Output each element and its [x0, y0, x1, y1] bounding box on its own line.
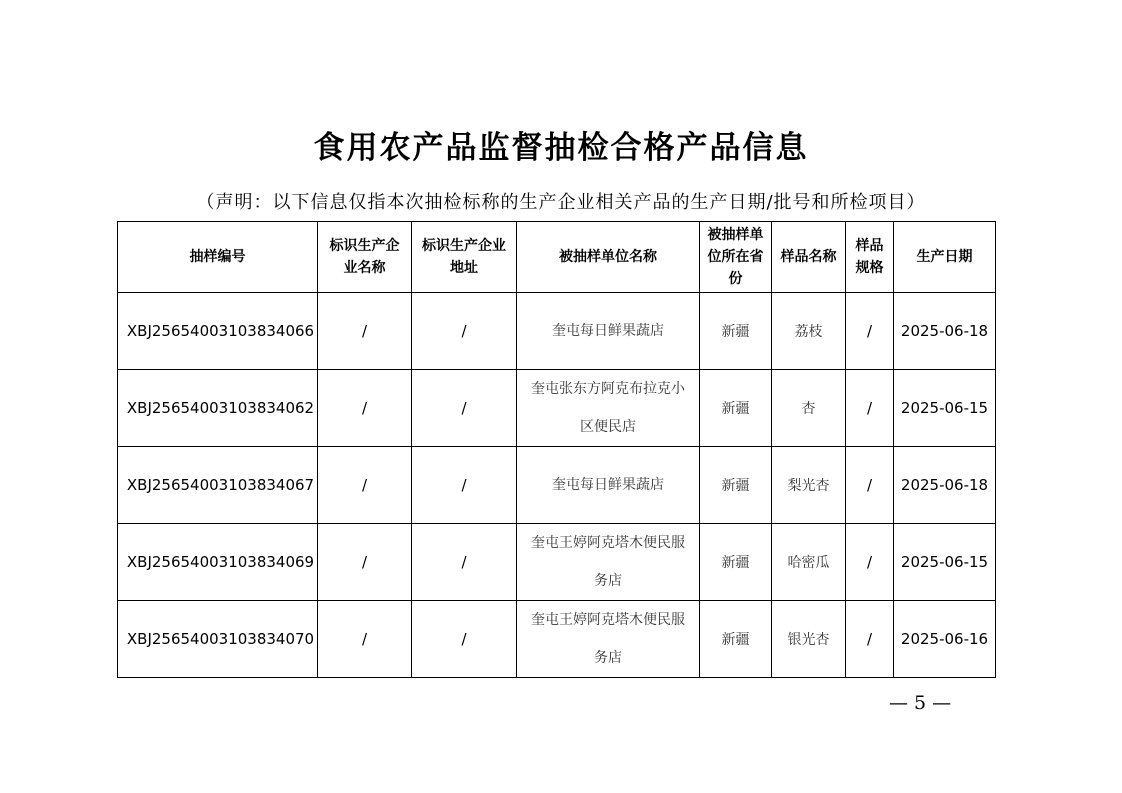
page-number: — 5 —: [889, 692, 952, 714]
production-date-cell: 2025-06-18: [894, 293, 996, 370]
province-cell: 新疆: [700, 370, 772, 447]
table-row: [118, 601, 996, 678]
sample-code-cell: XBJ25654003103834067: [118, 447, 318, 524]
statement-note: （声明：以下信息仅指本次抽检标称的生产企业相关产品的生产日期/批号和所检项目）: [196, 192, 926, 213]
sample-code-cell: XBJ25654003103834062: [118, 370, 318, 447]
producer-name-cell: /: [318, 447, 412, 524]
sample-code-cell: XBJ25654003103834070: [118, 601, 318, 678]
table-row: [118, 447, 996, 524]
sample-name-cell: 银光杏: [772, 601, 846, 678]
sampled-unit-cell: 奎屯每日鲜果蔬店: [517, 447, 700, 524]
sampled-unit-cell: 奎屯王婷阿克塔木便民服务店: [517, 601, 700, 678]
producer-address-cell: /: [412, 293, 517, 370]
production-date-cell: 2025-06-15: [894, 524, 996, 601]
production-date-cell: 2025-06-18: [894, 447, 996, 524]
header-producer-name: 标识生产企业名称: [318, 222, 412, 293]
sampled-unit-cell: 奎屯王婷阿克塔木便民服务店: [517, 524, 700, 601]
header-sample-code: 抽样编号: [118, 222, 318, 293]
sample-name-cell: 杏: [772, 370, 846, 447]
province-cell: 新疆: [700, 601, 772, 678]
inspection-results-table: [117, 221, 996, 678]
specification-cell: /: [846, 293, 894, 370]
header-province: 被抽样单位所在省份: [700, 222, 772, 293]
header-specification: 样品规格: [846, 222, 894, 293]
producer-address-cell: /: [412, 601, 517, 678]
header-sample-name: 样品名称: [772, 222, 846, 293]
production-date-cell: 2025-06-16: [894, 601, 996, 678]
producer-name-cell: /: [318, 524, 412, 601]
producer-address-cell: /: [412, 370, 517, 447]
province-cell: 新疆: [700, 293, 772, 370]
sample-code-cell: XBJ25654003103834066: [118, 293, 318, 370]
sample-name-cell: 哈密瓜: [772, 524, 846, 601]
producer-name-cell: /: [318, 293, 412, 370]
sample-name-cell: 荔枝: [772, 293, 846, 370]
province-cell: 新疆: [700, 447, 772, 524]
table-header-row: [118, 222, 996, 293]
sample-code-cell: XBJ25654003103834069: [118, 524, 318, 601]
specification-cell: /: [846, 524, 894, 601]
table-row: [118, 370, 996, 447]
header-production-date: 生产日期: [894, 222, 996, 293]
page-title: 食用农产品监督抽检合格产品信息: [313, 130, 809, 166]
producer-address-cell: /: [412, 447, 517, 524]
production-date-cell: 2025-06-15: [894, 370, 996, 447]
sampled-unit-cell: 奎屯张东方阿克布拉克小区便民店: [517, 370, 700, 447]
producer-name-cell: /: [318, 601, 412, 678]
table-row: [118, 524, 996, 601]
table-row: [118, 293, 996, 370]
producer-address-cell: /: [412, 524, 517, 601]
sample-name-cell: 梨光杏: [772, 447, 846, 524]
header-sampled-unit: 被抽样单位名称: [517, 222, 700, 293]
sampled-unit-cell: 奎屯每日鲜果蔬店: [517, 293, 700, 370]
producer-name-cell: /: [318, 370, 412, 447]
specification-cell: /: [846, 447, 894, 524]
specification-cell: /: [846, 370, 894, 447]
specification-cell: /: [846, 601, 894, 678]
header-producer-address: 标识生产企业地址: [412, 222, 517, 293]
province-cell: 新疆: [700, 524, 772, 601]
